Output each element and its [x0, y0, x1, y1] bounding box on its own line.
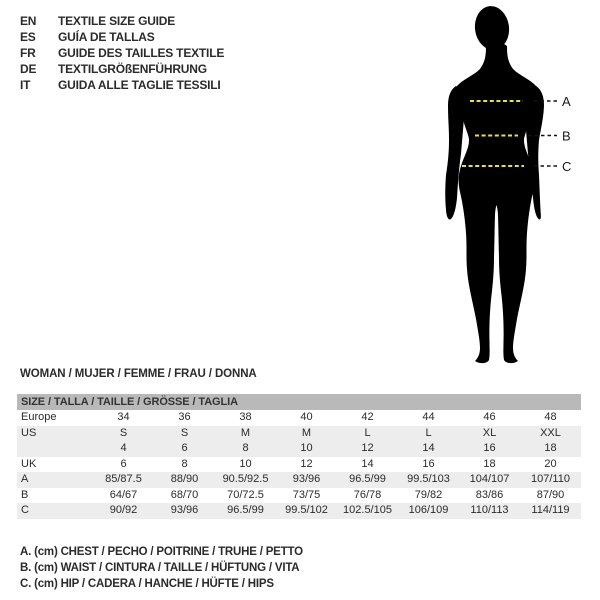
size-cell: S	[119, 426, 128, 439]
language-title: TEXTILE SIZE GUIDE	[58, 14, 176, 28]
size-cell: 85/87.5	[105, 473, 142, 485]
size-table-body	[17, 410, 581, 519]
table-row	[17, 472, 581, 488]
size-cell: 40	[300, 411, 313, 423]
row-label	[17, 441, 93, 457]
size-cell: 8	[242, 442, 249, 454]
size-table-header: SIZE / TALLA / TAILLE / GRÖSSE / TAGLIA	[17, 394, 581, 410]
size-cell: 16	[483, 442, 496, 454]
language-title: GUÍA DE TALLAS	[58, 30, 155, 44]
row-label: C	[21, 504, 29, 516]
language-row	[20, 77, 224, 93]
row-label: B	[21, 488, 29, 501]
size-cell: 106/109	[408, 504, 449, 516]
language-row	[20, 61, 224, 77]
woman-silhouette-icon	[400, 0, 600, 370]
size-cell: 93/96	[170, 504, 199, 516]
legend-line: A. (cm) CHEST / PECHO / POITRINE / TRUHE / PETTO	[20, 546, 303, 558]
left-arm	[445, 86, 464, 219]
size-cell: 102.5/105	[343, 504, 392, 516]
size-cell: 14	[361, 457, 374, 470]
size-cell: 42	[361, 411, 374, 423]
row-label: US	[21, 426, 37, 439]
size-cell: 73/75	[292, 488, 321, 501]
size-cell: 8	[181, 457, 188, 470]
size-cell: 18	[483, 457, 496, 470]
table-title: WOMAN / MUJER / FEMME / FRAU / DONNA	[20, 368, 257, 380]
language-title-block	[20, 13, 224, 93]
size-cell: 96.5/99	[227, 504, 264, 516]
size-table	[17, 394, 581, 519]
size-cell: 93/96	[292, 473, 321, 485]
size-cell: 104/107	[469, 473, 510, 485]
size-cell: 83/86	[475, 488, 504, 501]
size-cell: L	[425, 426, 432, 439]
size-cell: 110/113	[470, 504, 509, 516]
size-cell: 70/72.5	[227, 488, 264, 501]
size-cell: S	[180, 426, 189, 439]
measurement-legend	[20, 544, 303, 592]
size-cell: 10	[300, 442, 313, 454]
size-cell: 44	[422, 411, 435, 423]
language-code: IT	[20, 78, 31, 92]
size-cell: M	[240, 426, 251, 439]
size-cell: M	[301, 426, 312, 439]
size-cell: 6	[120, 457, 127, 470]
size-cell: 4	[120, 442, 127, 454]
size-cell: 10	[239, 457, 252, 470]
size-cell: 90.5/92.5	[222, 473, 269, 485]
size-cell: 79/82	[414, 488, 443, 501]
language-title: GUIDA ALLE TAGLIE TESSILI	[58, 78, 221, 92]
table-row	[17, 488, 581, 504]
size-cell: 46	[483, 411, 496, 423]
size-cell: 88/90	[170, 473, 199, 485]
size-cell: 20	[544, 457, 557, 470]
torso-and-legs	[455, 42, 538, 363]
language-title: GUIDE DES TAILLES TEXTILE	[58, 46, 225, 60]
size-cell: 99.5/103	[407, 473, 450, 485]
size-cell: 90/92	[109, 504, 138, 516]
size-cell: 12	[361, 442, 374, 454]
language-code: DE	[20, 62, 37, 76]
table-row	[17, 410, 581, 426]
language-code: ES	[20, 30, 36, 44]
row-label: UK	[21, 457, 37, 470]
marker-label-a: A	[562, 94, 571, 109]
size-cell: 76/78	[353, 488, 382, 501]
language-title: TEXTILGRÖßENFÜHRUNG	[58, 62, 207, 76]
language-row	[20, 29, 224, 45]
size-cell: 14	[422, 442, 435, 454]
table-row	[17, 503, 581, 519]
table-row	[17, 426, 581, 442]
size-cell: 68/70	[170, 488, 199, 501]
legend-line: B. (cm) WAIST / CINTURA / TAILLE / HÜFTUNG / VITA	[20, 562, 300, 574]
table-row	[17, 457, 581, 473]
size-cell: XL	[482, 426, 497, 439]
size-cell: 114/119	[531, 504, 570, 516]
size-cell: 16	[422, 457, 435, 470]
size-cell: 18	[544, 442, 557, 454]
table-row	[17, 441, 581, 457]
size-cell: 36	[178, 411, 191, 423]
size-cell: 87/90	[536, 488, 565, 501]
language-code: FR	[20, 46, 36, 60]
legend-line: C. (cm) HIP / CADERA / HANCHE / HÜFTE / HIPS	[20, 578, 274, 590]
size-cell: 96.5/99	[349, 473, 386, 485]
size-cell: 12	[300, 457, 313, 470]
row-label: Europe	[21, 411, 57, 423]
size-cell: 34	[117, 411, 130, 423]
language-row	[20, 45, 224, 61]
size-cell: XXL	[540, 426, 561, 439]
language-code: EN	[20, 14, 37, 28]
size-cell: 6	[181, 442, 188, 454]
language-row	[20, 13, 224, 29]
marker-label-c: C	[562, 159, 572, 174]
size-cell: 48	[544, 411, 557, 423]
size-cell: 64/67	[109, 488, 138, 501]
figure-area	[400, 0, 600, 370]
size-cell: 38	[239, 411, 252, 423]
size-cell: L	[364, 426, 371, 439]
size-cell: 107/110	[531, 473, 570, 485]
row-label: A	[21, 473, 29, 485]
marker-label-b: B	[562, 128, 571, 144]
size-cell: 99.5/102	[285, 504, 328, 516]
